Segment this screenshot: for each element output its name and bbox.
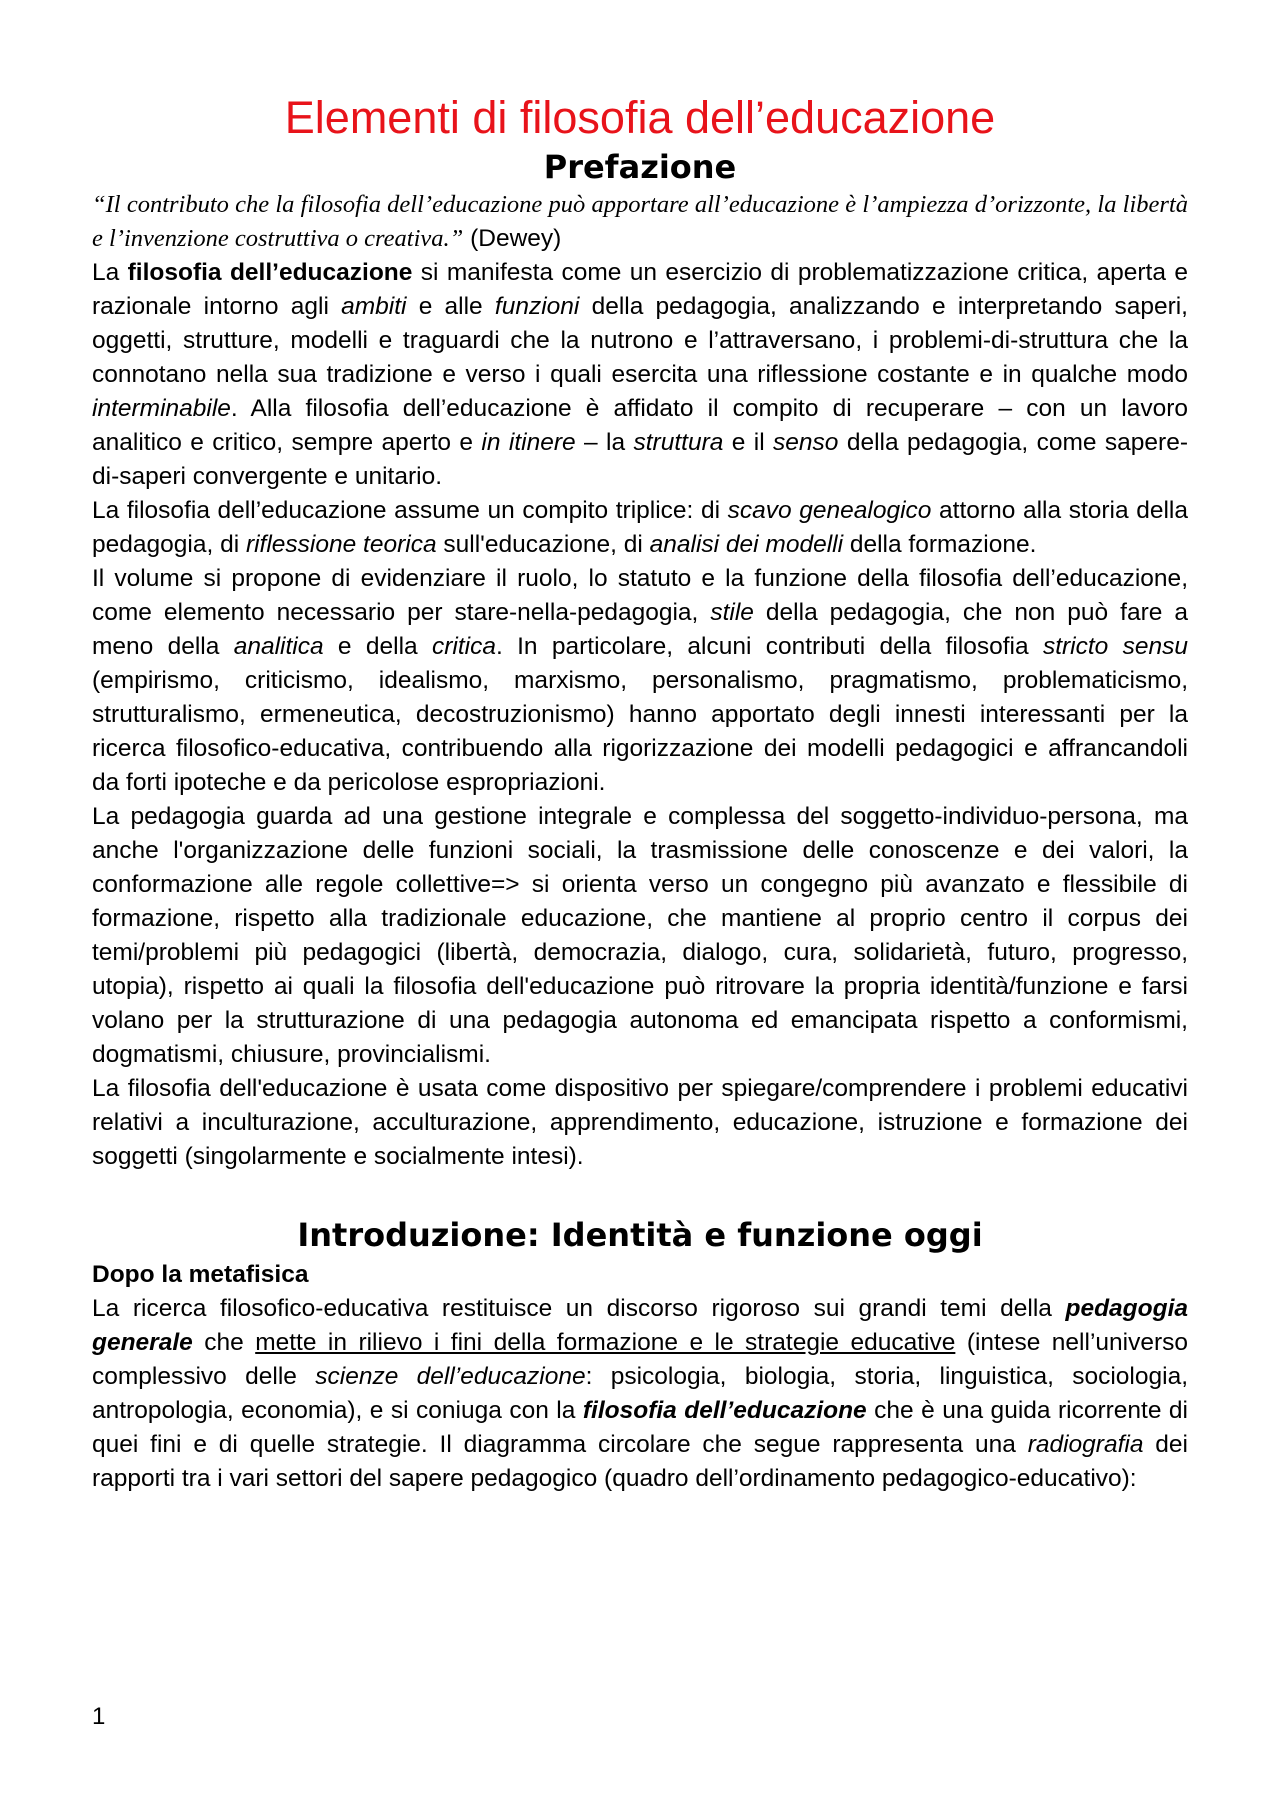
text-run: La ricerca filosofico-educativa restituisce un discorso rigoroso sui grandi temi della bbox=[92, 1295, 1066, 1322]
text-run: della pedagogia, che non può fare a meno della bbox=[92, 599, 1188, 660]
italic-term: funzioni bbox=[494, 293, 580, 320]
text-run: – la bbox=[575, 429, 634, 456]
bold-italic-term: pedagogia generale bbox=[92, 1295, 1188, 1356]
bold-term: filosofia dell’educazione bbox=[127, 259, 413, 286]
text-run: e alle bbox=[406, 293, 495, 320]
text-run: . Alla filosofia dell’educazione è affidato il compito di recuperare – con un lavoro analitico e critico, sempre aperto e bbox=[92, 395, 1188, 456]
text-run: attorno alla storia della pedagogia, di bbox=[92, 497, 1188, 558]
text-run: dei rapporti tra i vari settori del sapere pedagogico (quadro dell’ordinamento pedagogico-educativo): bbox=[92, 1431, 1188, 1492]
document-title: Elementi di filosofia dell’educazione bbox=[284, 92, 996, 143]
text-run: della pedagogia, come sapere-di-saperi convergente e unitario. bbox=[92, 429, 1188, 490]
text-run: e il bbox=[723, 429, 774, 456]
preface-paragraph-5: La filosofia dell'educazione è usata come dispositivo per spiegare/comprendere i problemi educativi relativi a inculturazione, acculturazione, apprendimento, educazione, istruzione e formazione dei soggetti (singolarmente e socialmente intesi). bbox=[92, 1075, 1188, 1170]
text-run: La bbox=[92, 259, 128, 286]
italic-term: ambiti bbox=[341, 293, 407, 320]
dewey-quote bbox=[92, 188, 1188, 256]
page-number: 1 bbox=[92, 1703, 106, 1730]
italic-term: stricto sensu bbox=[1042, 633, 1189, 660]
preface-paragraph-2 bbox=[92, 494, 1188, 562]
document-page bbox=[92, 90, 1188, 1496]
underlined-phrase: mette in rilievo i fini della formazione e le strategie educative bbox=[255, 1329, 956, 1356]
italic-term: critica bbox=[431, 633, 496, 660]
quote-author: (Dewey) bbox=[470, 225, 562, 252]
text-run: Il volume si propone di evidenziare il ruolo, lo statuto e la funzione della filosofia dell’educazione, come elemento necessario per stare-nella-pedagogia, bbox=[92, 565, 1188, 626]
text-run: . In particolare, alcuni contributi della filosofia bbox=[495, 633, 1043, 660]
text-run: (empirismo, criticismo, idealismo, marxismo, personalismo, pragmatismo, problematicismo, strutturalismo, ermeneutica, decostruzionismo) hanno apportato degli innesti interessanti per la ricerca filosofico-educativa, contribuendo alla rigorizzazione dei modelli pedagogici e affrancandoli da forti ipoteche e da pericolose espropriazioni. bbox=[92, 667, 1188, 796]
introduction-paragraph-1 bbox=[92, 1292, 1188, 1496]
italic-term: senso bbox=[773, 429, 839, 456]
introduction-heading: Introduzione: Identità e funzione oggi bbox=[297, 1216, 983, 1254]
italic-term: interminabile bbox=[92, 395, 231, 422]
text-run: (intese nell’universo complessivo delle bbox=[92, 1329, 1188, 1390]
text-run: : psicologia, biologia, storia, linguistica, sociologia, antropologia, economia), e si coniuga con la bbox=[92, 1363, 1188, 1424]
preface-paragraph-1 bbox=[92, 256, 1188, 494]
text-run: della formazione. bbox=[843, 531, 1037, 558]
preface-paragraph-4: La pedagogia guarda ad una gestione integrale e complessa del soggetto-individuo-persona, ma anche l'organizzazione delle funzioni sociali, la trasmissione delle conoscenze e dei valori, la conformazione alle regole collettive=> si orienta verso un congegno più avanzato e flessibile di formazione, rispetto alla tradizionale educazione, che mantiene al proprio centro il corpus dei temi/problemi più pedagogici (libertà, democrazia, dialogo, cura, solidarietà, futuro, progresso, utopia), rispetto ai quali la filosofia dell'educazione può ritrovare la propria identità/funzione e farsi volano per la strutturazione di una pedagogia autonoma ed emancipata rispetto a conformismi, dogmatismi, chiusure, provincialismi. bbox=[92, 803, 1188, 1068]
introduction-subheading: Dopo la metafisica bbox=[92, 1261, 309, 1288]
preface-paragraph-3 bbox=[92, 562, 1188, 800]
text-run: sull'educazione, di bbox=[436, 531, 650, 558]
text-run: e della bbox=[323, 633, 432, 660]
bold-italic-term: filosofia dell’educazione bbox=[582, 1397, 867, 1424]
text-run: che è una guida ricorrente di quei fini e di quelle strategie. Il diagramma circolare che segue rappresenta una bbox=[92, 1397, 1188, 1458]
text-run: La filosofia dell’educazione assume un compito triplice: di bbox=[92, 497, 728, 524]
italic-term: analitica bbox=[233, 633, 324, 660]
italic-term: struttura bbox=[633, 429, 724, 456]
italic-term: radiografia bbox=[1027, 1431, 1144, 1458]
italic-term: scienze dell’educazione bbox=[315, 1363, 586, 1390]
italic-term: analisi dei modelli bbox=[649, 531, 844, 558]
preface-heading: Prefazione bbox=[543, 148, 737, 186]
text-run: si manifesta come un esercizio di problematizzazione critica, aperta e razionale intorno agli bbox=[92, 259, 1188, 320]
quote-text: “Il contributo che la filosofia dell’educazione può apportare all’educazione è l’ampiezza d’orizzonte, la libertà e l’invenzione costruttiva o creativa.” bbox=[92, 191, 1188, 252]
italic-term: riflessione teorica bbox=[245, 531, 437, 558]
text-run: della pedagogia, analizzando e interpretando saperi, oggetti, strutture, modelli e traguardi che la nutrono e l’attraversano, i problemi-di-struttura che la connotano nella sua tradizione e verso i quali esercita una riflessione costante e in qualche modo bbox=[92, 293, 1188, 388]
text-run: che bbox=[192, 1329, 256, 1356]
italic-term: scavo genealogico bbox=[727, 497, 932, 524]
italic-term: in itinere bbox=[481, 429, 576, 456]
italic-term: stile bbox=[710, 599, 754, 626]
